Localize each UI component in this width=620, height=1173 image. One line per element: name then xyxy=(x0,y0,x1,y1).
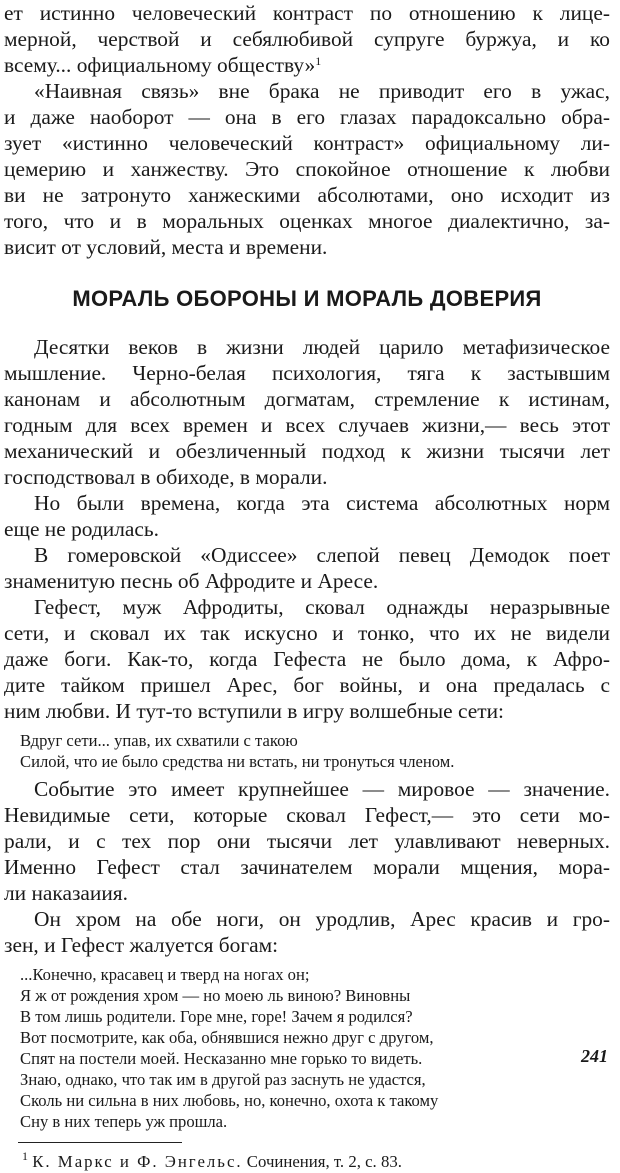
text-line: ет истинно человеческий контраст по отношению к лице- xyxy=(4,1,610,25)
verse-line: Я ж от рождения хром — но моею ль виною? Виновны xyxy=(20,986,411,1005)
text-line: господствовал в обиходе, в морали. xyxy=(4,465,328,489)
text-line: Десятки веков в жизни людей царило метафизическое xyxy=(34,335,610,359)
text-line: дите тайком пришел Арес, бог войны, и она предалась с xyxy=(4,673,610,697)
text-line: и даже наоборот — она в его глазах парадоксально обра- xyxy=(4,105,610,129)
verse-quote-nets xyxy=(20,730,610,772)
footnote-mark: 1 xyxy=(22,1149,28,1163)
verse-line: Знаю, однако, что так им в другой раз заснуть не удастся, xyxy=(20,1070,426,1089)
verse-line: Сну в них теперь уж прошла. xyxy=(20,1112,228,1131)
paragraph-lame xyxy=(4,906,610,958)
footnote xyxy=(22,1151,610,1173)
paragraph-moral-nets xyxy=(4,776,610,906)
text-line: Но были времена, когда эта система абсолютных норм xyxy=(34,491,610,515)
footnote-divider xyxy=(18,1142,182,1143)
text-line: В гомеровской «Одиссее» слепой певец Демодок поет xyxy=(34,543,610,567)
verse-line: Сколь ни сильна в них любовь, но, конечно, охота к такому xyxy=(20,1091,439,1110)
text-line: знаменитую песнь об Афродите и Аресе. xyxy=(4,569,379,593)
text-line: еще не родилась. xyxy=(4,517,159,541)
footnote-authors: К. Маркс и Ф. Энгельс. xyxy=(32,1152,243,1171)
verse-quote-complaint xyxy=(20,964,610,1132)
paragraph-times xyxy=(4,490,610,542)
verse-line: ...Конечно, красавец и тверд на ногах он; xyxy=(20,965,310,984)
text-line: Невидимые сети, которые сковал Гефест,— это сети мо- xyxy=(4,803,610,827)
text-line: «Наивная связь» вне брака не приводит его в ужас, xyxy=(34,79,610,103)
text-line-content: всему... официальному обществу» xyxy=(4,53,316,77)
paragraph-metaphysical-thinking xyxy=(4,334,610,490)
text-line: Он хром на обе ноги, он уродлив, Арес красив и гро- xyxy=(34,907,610,931)
text-line: ви не затронуто ханжескими абсолютами, оно исходит из xyxy=(4,183,610,207)
text-line: Именно Гефест стал зачинателем морали мщения, мора- xyxy=(4,855,610,879)
text-line: висит от условий, места и времени. xyxy=(4,235,328,259)
text-line xyxy=(4,52,610,78)
text-line: даже боги. Как-то, когда Гефеста не было дома, к Афро- xyxy=(4,647,610,671)
text-line: сети, и сковал их так искусно и тонко, что их не видели xyxy=(4,621,610,645)
text-line: канонам и абсолютным догматам, стремление к истинам, xyxy=(4,387,610,411)
verse-line: Спят на постели моей. Несказанно мне горько то видеть. xyxy=(20,1049,423,1068)
paragraph-hephaestus xyxy=(4,594,610,724)
text-line: мышление. Черно-белая психология, тяга к застывшим xyxy=(4,361,610,385)
text-line: ним любви. И тут-то вступили в игру волшебные сети: xyxy=(4,699,504,723)
paragraph-odyssey xyxy=(4,542,610,594)
verse-line: Вдруг сети... упав, их схватили с такою xyxy=(20,731,298,750)
verse-line: Вот посмотрите, как оба, обнявшися нежно друг с другом, xyxy=(20,1028,434,1047)
text-line: того, что и в моральных оценках многое диалектично, за- xyxy=(4,209,610,233)
footnote-source: Сочинения, т. 2, с. 83. xyxy=(246,1152,402,1171)
section-heading: МОРАЛЬ ОБОРОНЫ И МОРАЛЬ ДОВЕРИЯ xyxy=(72,286,542,311)
text-line: цемерию и ханжеству. Это спокойное отношение к любви xyxy=(4,157,610,181)
text-line: годным для всех времен и всех случаев жизни,— весь этот xyxy=(4,413,610,437)
paragraph-naive-liaison xyxy=(4,78,610,260)
text-line: рали, и с тех пор они тысячи лет улавливают неверных. xyxy=(4,829,610,853)
text-line: механический и обезличенный подход к жизни тысячи лет xyxy=(4,439,610,463)
continued-paragraph xyxy=(4,0,610,78)
text-line: зует «истинно человеческий контраст» официальному ли- xyxy=(4,131,610,155)
text-line: Гефест, муж Афродиты, сковал однажды неразрывные xyxy=(34,595,610,619)
verse-line: Силой, что ие было средства ни встать, ни тронуться членом. xyxy=(20,752,455,771)
footnote-ref: 1 xyxy=(315,54,322,68)
page-number: 241 xyxy=(581,1046,608,1066)
text-line: ли наказаиия. xyxy=(4,881,128,905)
verse-line: В том лишь родители. Горе мне, горе! Зачем я родился? xyxy=(20,1007,413,1026)
text-line: Событие это имеет крупнейшее — мировое — значение. xyxy=(34,777,610,801)
text-line: мерной, черствой и себялюбивой супруге буржуа, и ко xyxy=(4,27,610,51)
text-line: зен, и Гефест жалуется богам: xyxy=(4,933,279,957)
